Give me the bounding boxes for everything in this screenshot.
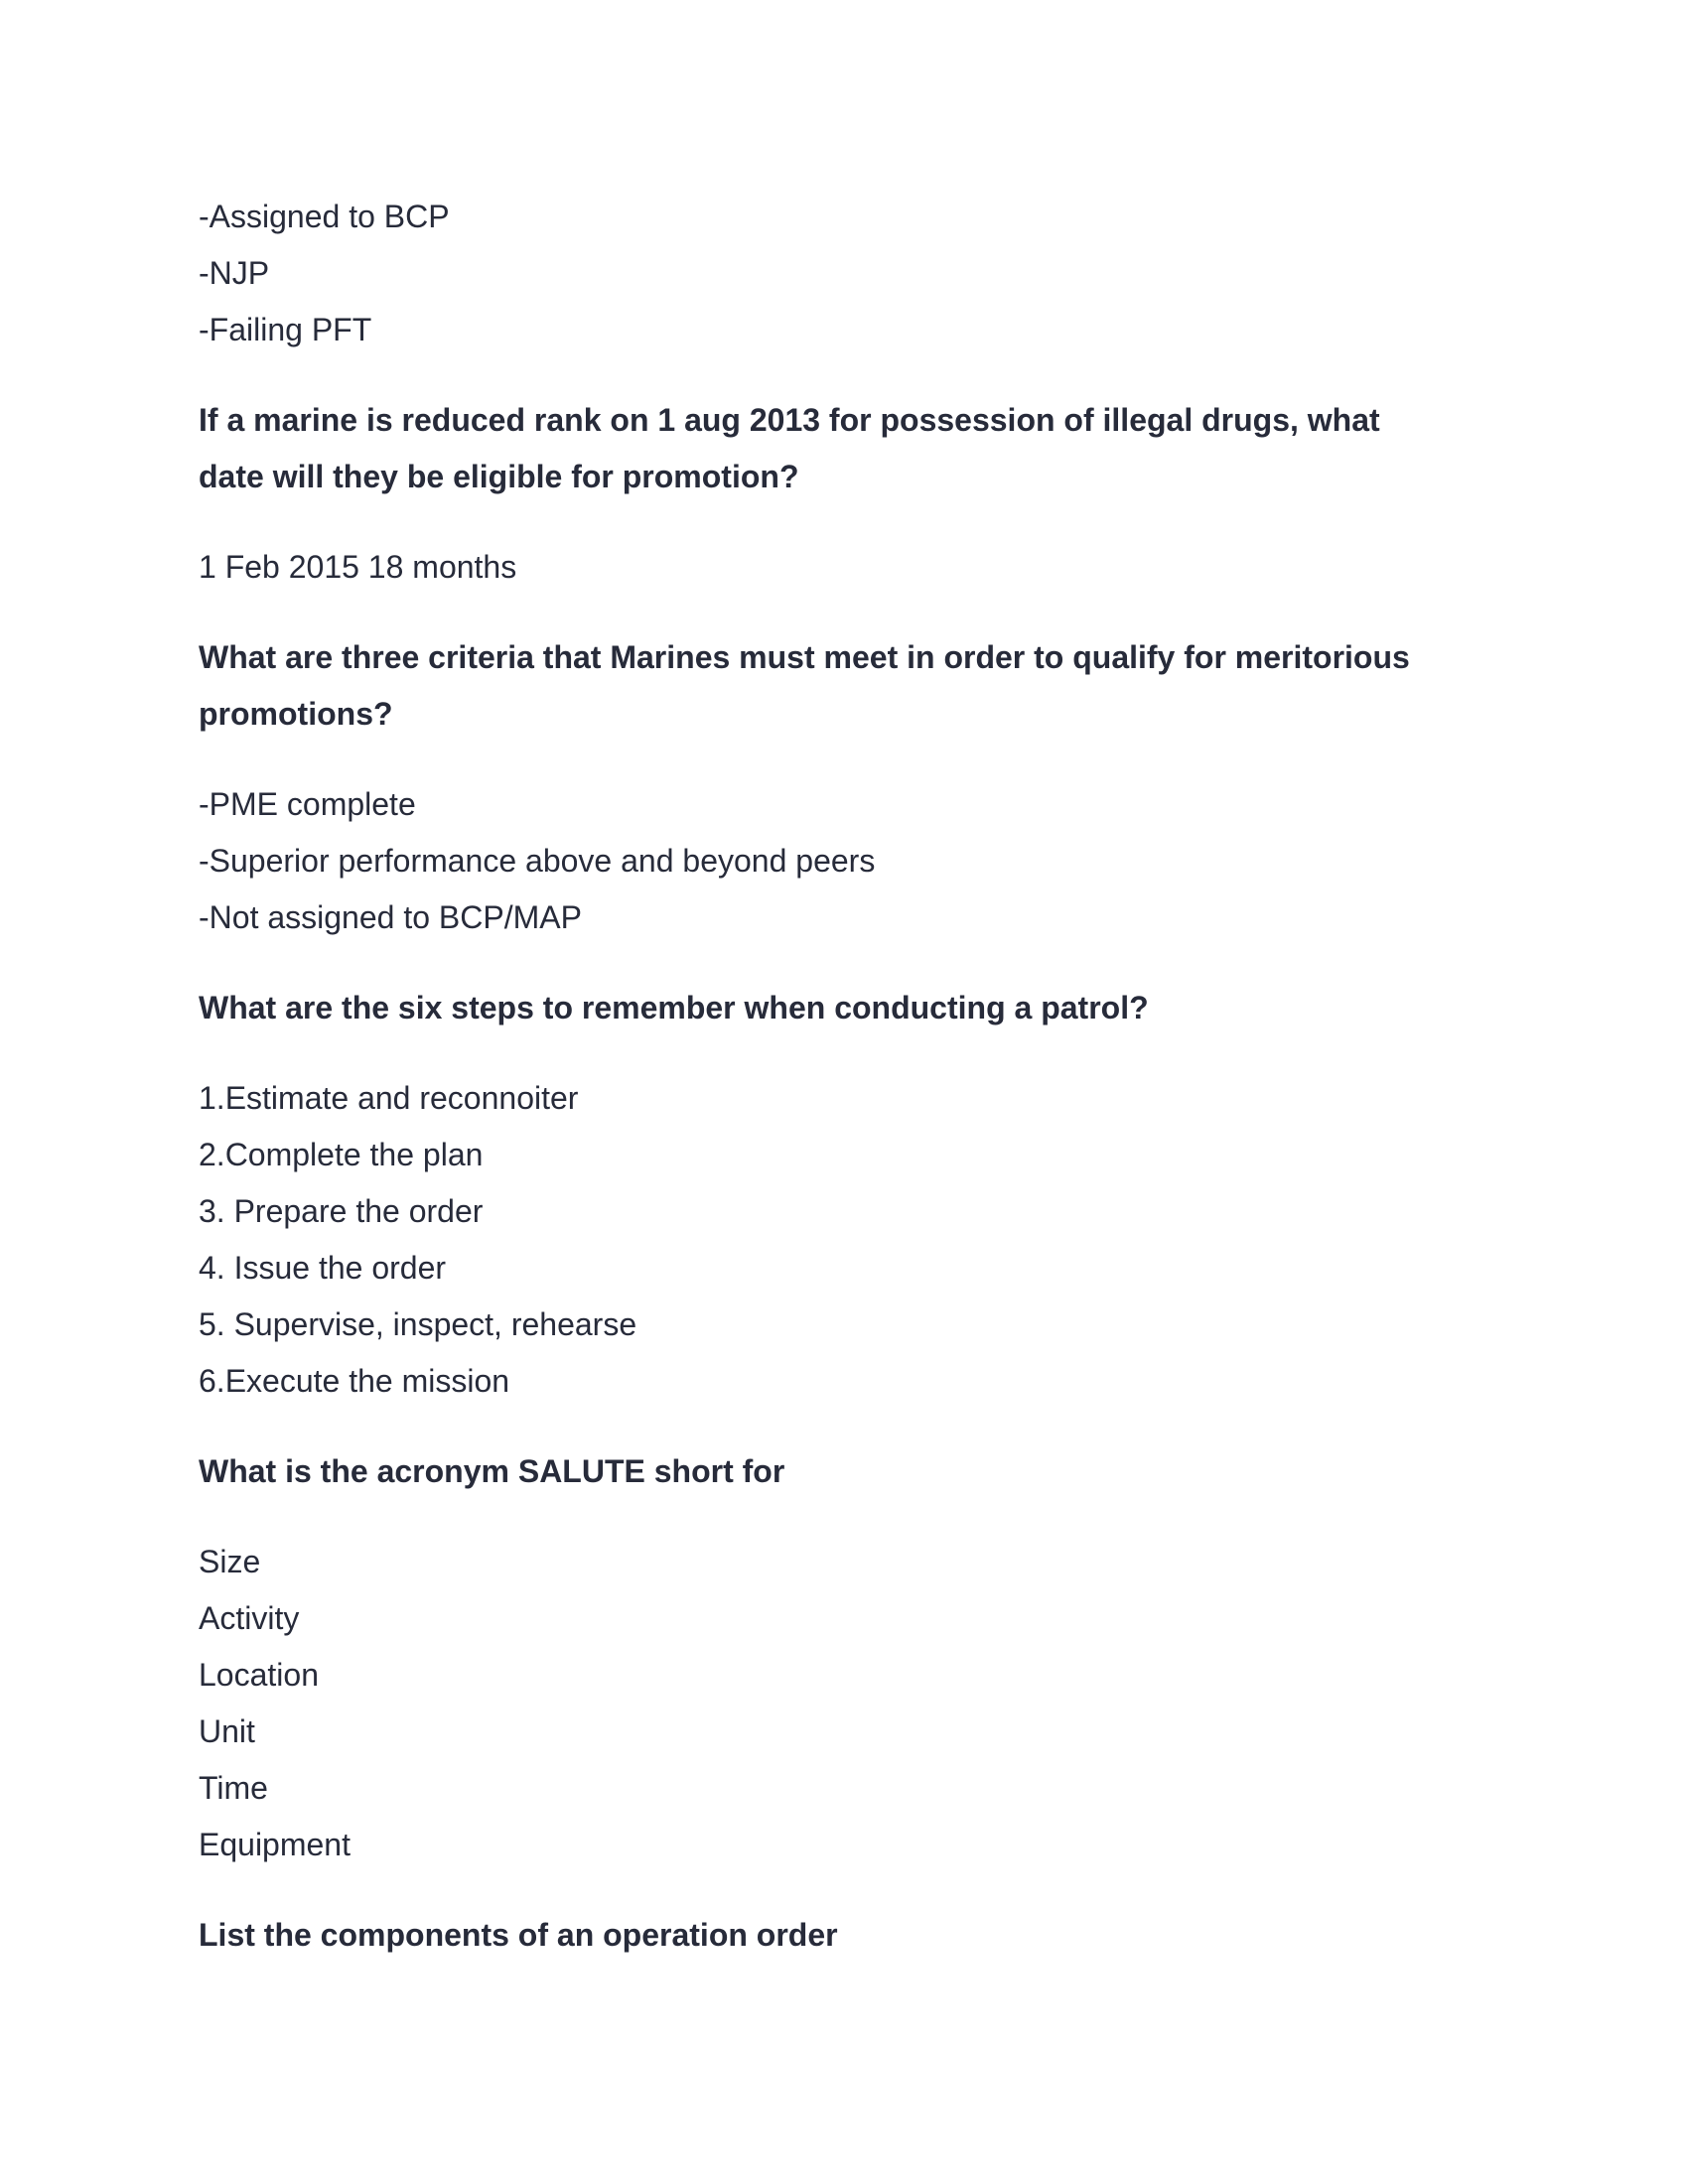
answer-line: Location (199, 1657, 319, 1693)
answer-line: -Assigned to BCP (199, 199, 450, 234)
answer-line: Time (199, 1770, 268, 1806)
question-heading: What are the six steps to remember when conducting a patrol? (199, 990, 1149, 1025)
answer-line: Equipment (199, 1827, 351, 1862)
answer-line: 2.Complete the plan (199, 1137, 484, 1172)
answer-line: 4. Issue the order (199, 1250, 447, 1286)
answer-line: 3. Prepare the order (199, 1193, 484, 1229)
answer-line: -NJP (199, 255, 270, 291)
answer-line: 5. Supervise, inspect, rehearse (199, 1306, 637, 1342)
question-heading: What is the acronym SALUTE short for (199, 1453, 785, 1489)
question-heading: If a marine is reduced rank on 1 aug 2013 for possession of illegal drugs, what (199, 402, 1380, 438)
answer-line: Unit (199, 1713, 255, 1749)
question-heading: What are three criteria that Marines must meet in order to qualify for meritorious (199, 639, 1410, 675)
question-heading: promotions? (199, 696, 393, 732)
answer-line: -Failing PFT (199, 312, 372, 347)
answer-line: Activity (199, 1600, 300, 1636)
answer-line: Size (199, 1544, 261, 1579)
answer-line: -PME complete (199, 786, 416, 822)
question-heading: List the components of an operation order (199, 1917, 838, 1953)
answer-line: 6.Execute the mission (199, 1363, 510, 1399)
answer-line: 1.Estimate and reconnoiter (199, 1080, 579, 1116)
answer-line: -Superior performance above and beyond peers (199, 843, 876, 879)
answer-line: 1 Feb 2015 18 months (199, 549, 517, 585)
answer-line: -Not assigned to BCP/MAP (199, 899, 582, 935)
question-heading: date will they be eligible for promotion? (199, 459, 799, 494)
